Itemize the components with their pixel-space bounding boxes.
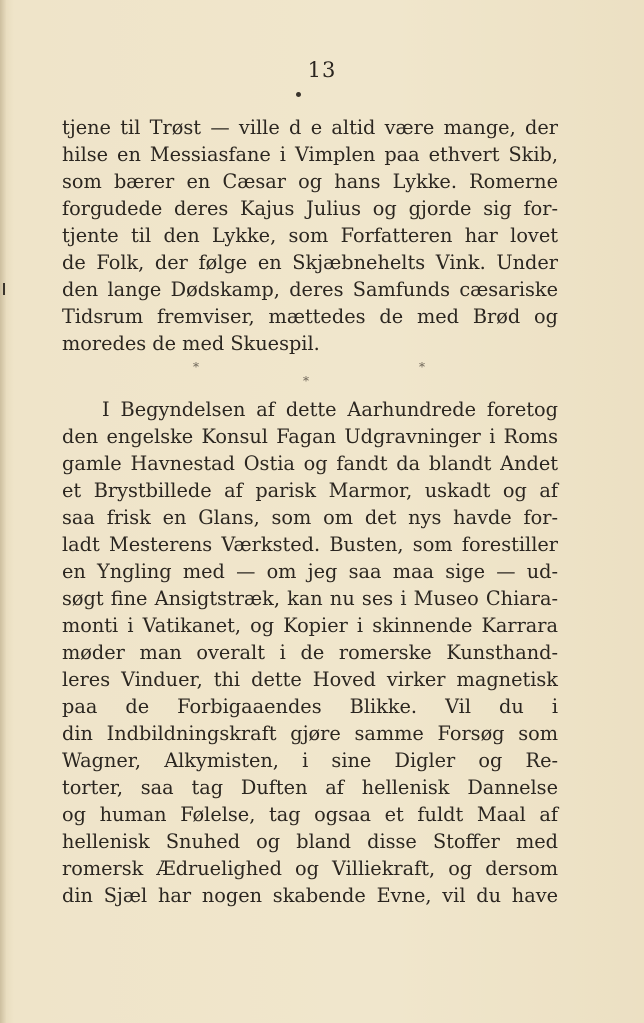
page-binding-edge — [0, 0, 6, 1023]
text-line: gamle Havnestad Ostia og fandt da blandt Andet — [62, 452, 558, 475]
asterisk-right: * — [419, 360, 425, 374]
page-number: 13 — [307, 58, 337, 82]
text-line: leres Vinduer, thi dette Hoved virker magnetisk — [62, 668, 558, 691]
text-line: Wagner, Alkymisten, i sine Digler og Re- — [62, 749, 558, 772]
text-line: moredes de med Skuespil. — [62, 332, 320, 355]
text-line: de Folk, der følge en Skjæbnehelts Vink. Under — [62, 251, 558, 274]
asterisk-left: * — [193, 360, 199, 374]
text-line: saa frisk en Glans, som om det nys havde for- — [62, 506, 558, 529]
paragraph-1 — [62, 114, 558, 357]
text-line: romersk Ædruelighed og Villiekraft, og dersom — [62, 857, 558, 880]
asterisk-center: * — [303, 374, 309, 388]
text-line: en Yngling med — om jeg saa maa sige — ud- — [62, 560, 558, 583]
margin-mark — [3, 283, 5, 295]
text-line: som bærer en Cæsar og hans Lykke. Romerne — [62, 170, 558, 193]
text-line: møder man overalt i de romerske Kunsthand- — [62, 641, 558, 664]
text-line: søgt fine Ansigtstræk, kan nu ses i Museo Chiara- — [62, 587, 558, 610]
text-line: tjente til den Lykke, som Forfatteren har lovet — [62, 224, 558, 247]
text-line: forgudede deres Kajus Julius og gjorde sig for- — [62, 197, 558, 220]
text-line: hellenisk Snuhed og bland disse Stoffer med — [62, 830, 558, 853]
text-line: og human Følelse, tag ogsaa et fuldt Maal af — [62, 803, 558, 826]
text-line: I Begyndelsen af dette Aarhundrede foretog — [102, 398, 558, 421]
text-line: torter, saa tag Duften af hellenisk Dannelse — [62, 776, 558, 799]
text-line: paa de Forbigaaendes Blikke. Vil du i — [62, 695, 558, 718]
text-line: ladt Mesterens Værksted. Busten, som forestiller — [62, 533, 558, 556]
text-line: tjene til Trøst — ville d e altid være mange, der — [62, 116, 558, 139]
text-line: den engelske Konsul Fagan Udgravninger i Roms — [62, 425, 558, 448]
text-line: Tidsrum fremviser, mættedes de med Brød og — [62, 305, 558, 328]
text-line: din Sjæl har nogen skabende Evne, vil du have — [62, 884, 558, 907]
text-line: et Brystbillede af parisk Marmor, uskadt og af — [62, 479, 558, 502]
text-line: monti i Vatikanet, og Kopier i skinnende Karrara — [62, 614, 558, 637]
paragraph-2 — [62, 396, 558, 909]
ink-dot — [296, 92, 301, 97]
text-line: hilse en Messiasfane i Vimplen paa ethvert Skib, — [62, 143, 558, 166]
text-line: din Indbildningskraft gjøre samme Forsøg som — [62, 722, 558, 745]
section-break — [0, 360, 644, 400]
text-line: den lange Dødskamp, deres Samfunds cæsariske — [62, 278, 558, 301]
